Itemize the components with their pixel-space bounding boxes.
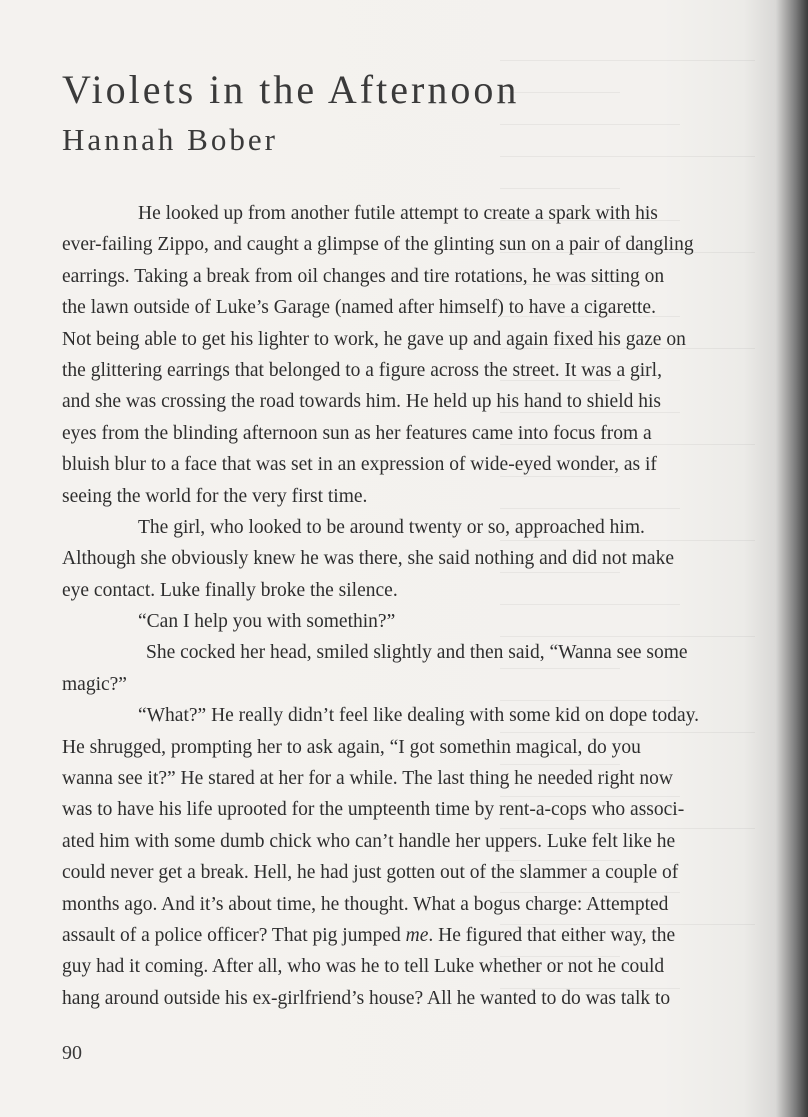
text-line: and she was crossing the road towards him. He held up his hand to shield his: [62, 391, 661, 413]
text-line: “What?” He really didn’t feel like dealing with some kid on dope today.: [138, 705, 699, 727]
text-segment: . He figured that either way, the: [428, 924, 676, 946]
text-line: She cocked her head, smiled slightly and then said, “Wanna see some: [146, 642, 688, 664]
text-line: He shrugged, prompting her to ask again, “I got somethin magical, do you: [62, 736, 641, 758]
text-segment: assault of a police officer? That pig jumped: [62, 924, 401, 946]
text-line: ated him with some dumb chick who can’t handle her uppers. Luke felt like he: [62, 830, 676, 852]
text-line: months ago. And it’s about time, he thought. What a bogus charge: Attempted: [62, 893, 669, 915]
text-line: eye contact. Luke finally broke the silence.: [62, 579, 398, 601]
text-line: guy had it coming. After all, who was he to tell Luke whether or not he could: [62, 956, 665, 978]
story-author: Hannah Bober: [62, 122, 278, 157]
text-line: Not being able to get his lighter to work, he gave up and again fixed his gaze on: [62, 328, 686, 350]
text-line: the lawn outside of Luke’s Garage (named after himself) to have a cigarette.: [62, 297, 656, 319]
text-line: the glittering earrings that belonged to a figure across the street. It was a girl,: [62, 359, 662, 381]
text-line: [62, 920, 778, 951]
text-line: hang around outside his ex-girlfriend’s house? All he wanted to do was talk to: [62, 987, 671, 1009]
text-line: “Can I help you with somethin?”: [138, 611, 396, 633]
text-line: Although she obviously knew he was there, she said nothing and did not make: [62, 548, 674, 570]
text-line: bluish blur to a face that was set in an expression of wide-eyed wonder, as if: [62, 454, 657, 476]
text-line: He looked up from another futile attempt to create a spark with his: [138, 203, 658, 224]
text-line: ever-failing Zippo, and caught a glimpse of the glinting sun on a pair of dangling: [62, 234, 694, 256]
text-line: The girl, who looked to be around twenty or so, approached him.: [138, 516, 645, 538]
text-line: wanna see it?” He stared at her for a while. The last thing he needed right now: [62, 768, 673, 790]
text-line: magic?”: [62, 673, 127, 695]
story-body: [62, 198, 778, 1014]
emphasized-word: me: [405, 924, 429, 946]
story-title: Violets in the Afternoon: [62, 67, 520, 112]
text-line: earrings. Taking a break from oil changes and tire rotations, he was sitting on: [62, 265, 665, 287]
page-number: 90: [62, 1042, 82, 1064]
text-line: could never get a break. Hell, he had just gotten out of the slammer a couple of: [62, 862, 679, 884]
text-line: seeing the world for the very first time.: [62, 485, 368, 507]
text-line: was to have his life uprooted for the umpteenth time by rent-a-cops who associ-: [62, 799, 685, 821]
text-line: eyes from the blinding afternoon sun as her features came into focus from a: [62, 422, 652, 444]
